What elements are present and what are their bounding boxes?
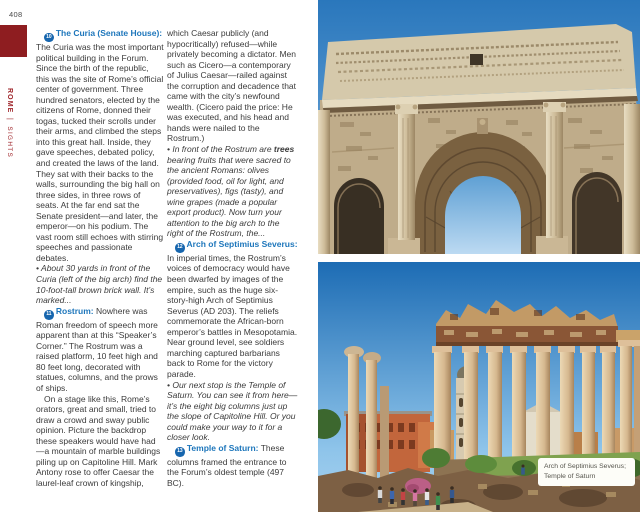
text-run: • About 30 yards in front of the Curia (left of the big arch) find the 10-foot-tall brown brick wall. It’s marked...	[36, 263, 163, 306]
tab-chapter-name: ROME	[6, 88, 13, 114]
photo-temple-of-saturn	[318, 262, 640, 512]
text-run: bearing fruits that were sacred to the ancient Romans: olives (provided food, oil for light, and preservatives), figs (tasty), and wine grapes (made a popular export product). Now turn your attention to the big arch to the right of the Rostrum, the...	[167, 154, 291, 239]
paragraph	[167, 144, 298, 239]
sight-heading: The Curia (Senate House):	[53, 28, 163, 38]
tab-separator: |	[6, 118, 13, 122]
paragraph	[36, 306, 164, 394]
sight-heading: Rostrum:	[53, 305, 94, 316]
stop-number-badge-icon: 10	[44, 33, 54, 43]
text-run: On a stage like this, Rome’s orators, great and small, tried to draw a crowd and sway public opinion. Picture the backdrop these speakers would have had—a mountain of marble buildings piling up on Capitoline Hill. Mark Antony rose to offer Caesar the laurel-leaf crown of kingship,	[36, 393, 161, 488]
paragraph	[36, 263, 164, 305]
paragraph	[167, 443, 298, 489]
photo-arch-of-septimius-severus	[318, 0, 640, 254]
text-run: In imperial times, the Rostrum’s voices of democracy would have been dwarfed by images of the empire, such as the huge six-story-high Arch of Septimius Severus (AD 203). The reliefs commemorate the African-born emperor’s battles in Mesopotamia. Near ground level, see soldiers marching captured barbarians back to Rome for the victory parade.	[167, 252, 298, 379]
chapter-tab-marker	[0, 25, 27, 57]
photo-caption	[538, 458, 635, 486]
text-run: The Curia was the most important political building in the Forum. Since the birth of the republic, this was the site of Rome’s official center of government. Three hundred senators, elected by the citizens of Rome, donned their togas, tucked their scrolls under their arms, and climbed the steps into this great hall. Inside, they gave speeches, debated policy, and created the laws of the land. They sat with their backs to the walls, surrounding the big hall on three sides, in three rows of seats. At the far end sat the Senate president—and later, the emperor—on his podium. The vast room still echoes with stirring speeches and passionate debates.	[36, 42, 164, 263]
paragraph	[167, 239, 298, 380]
text-run: These columns framed the entrance to the Forum’s oldest temple (497 BC).	[167, 442, 287, 488]
chapter-tab-label	[6, 88, 13, 158]
caption-line-1: Arch of Septimius Severus;	[544, 463, 626, 470]
paragraph	[167, 28, 298, 144]
caption-line-2: Temple of Saturn	[544, 473, 596, 481]
sight-heading: Temple of Saturn:	[184, 442, 259, 453]
text-column-left	[36, 28, 164, 488]
paragraph	[36, 394, 164, 489]
page-number: 408	[9, 10, 23, 19]
text-run: Nowhere was Roman freedom of speech more apparent than at this “Speaker’s Corner.” The Rostrum was a raised platform, 10 feet high and 80 feet long, decorated with statues, columns, and the prows of ships.	[36, 305, 158, 393]
text-column-right	[167, 28, 298, 488]
paragraph	[167, 380, 298, 443]
stop-number-badge-icon: 13	[175, 447, 185, 457]
text-run: • Our next stop is the Temple of Saturn. You can see it from here—it’s the eight big columns just up the slope of Capitoline Hill. Or you could make your way to it for a closer look.	[167, 379, 298, 443]
sight-heading: Arch of Septimius Severus:	[184, 238, 298, 249]
paragraph	[36, 28, 164, 263]
arch-illustration	[318, 0, 640, 254]
text-run: which Caesar publicly (and hypocritically) refused—while privately becoming a dictator. Men such as Cicero—a contemporary of Julius Caesar—railed against the corruption and decadence that came with the city’s newfound wealth. (Cicero paid the price: He was executed, and his head and hands were nailed to the Rostrum.)	[167, 28, 297, 144]
text-run: • In front of the Rostrum are	[167, 144, 274, 155]
tab-section-name: SIGHTS	[6, 126, 13, 159]
text-run: trees	[273, 144, 295, 155]
stop-number-badge-icon: 11	[44, 310, 54, 320]
stop-number-badge-icon: 12	[175, 243, 185, 253]
